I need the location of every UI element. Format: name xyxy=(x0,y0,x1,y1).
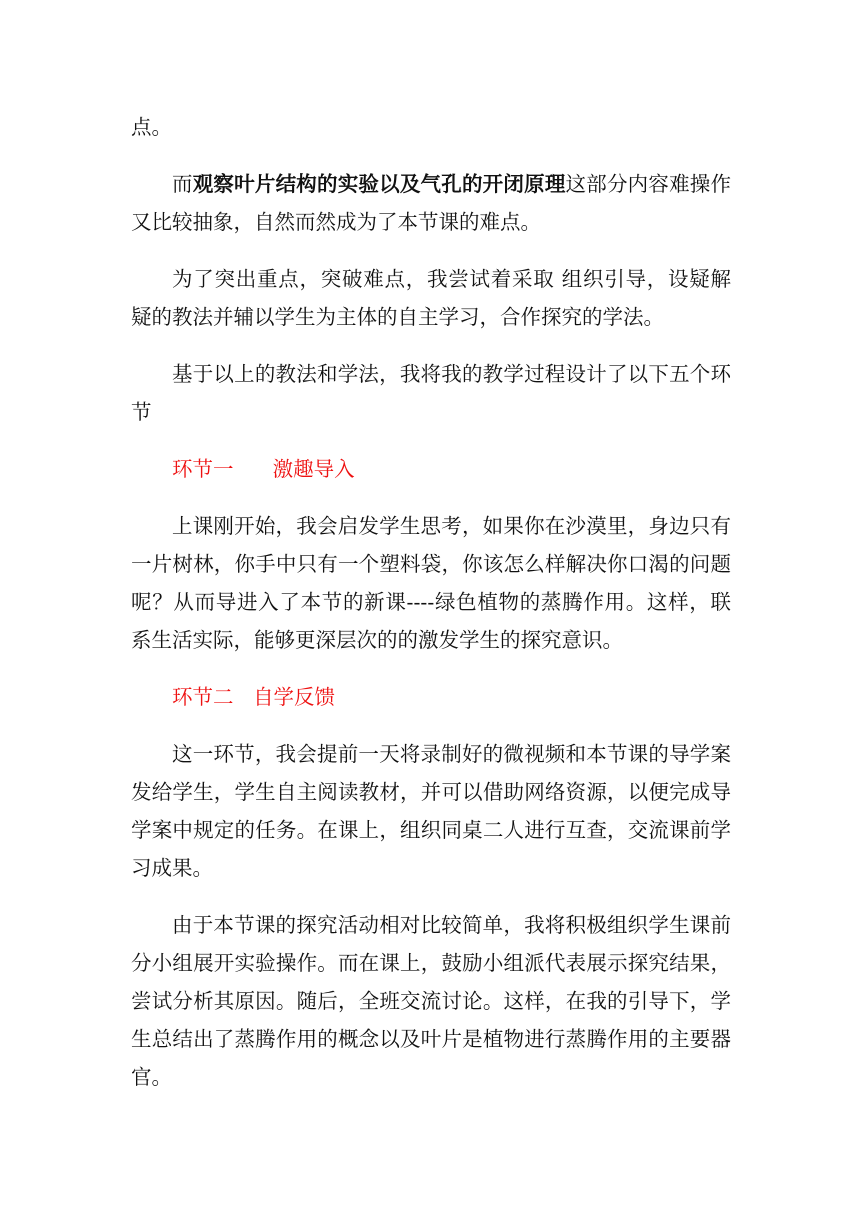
section-heading-2-title: 自学反馈 xyxy=(253,685,336,709)
section-heading-2-label: 环节二 xyxy=(172,685,234,709)
paragraph-difficulty-bold: 观察叶片结构的实验以及气孔的开闭原理 xyxy=(192,172,566,196)
paragraph-continuation: 点。 xyxy=(131,115,172,139)
section-heading-1-label: 环节一 xyxy=(172,457,234,481)
paragraph-teaching-method: 为了突出重点，突破难点，我尝试着采取 组织引导，设疑解疑的教法并辅以学生为主体的自主学习，合作探究的学法。 xyxy=(131,267,731,329)
section-heading-1-title: 激趣导入 xyxy=(272,457,355,481)
section-heading-1 xyxy=(131,450,731,488)
paragraph-process-intro: 基于以上的教法和学法，我将我的教学过程设计了以下五个环节 xyxy=(131,362,731,424)
paragraph-difficulty xyxy=(131,165,731,241)
document-body xyxy=(131,108,731,1115)
paragraph-section-2a: 这一环节，我会提前一天将录制好的微视频和本节课的导学案发给学生，学生自主阅读教材，并可以借助网络资源，以便完成导学案中规定的任务。在课上，组织同桌二人进行互查，交流课前学习成果。 xyxy=(131,742,731,880)
paragraph-section-1: 上课刚开始，我会启发学生思考，如果你在沙漠里，身边只有一片树林，你手中只有一个塑料袋，你该怎么样解决你口渴的问题呢？从而导进入了本节的新课----绿色植物的蒸腾作用。这样，联系生活实际，能够更深层次的的激发学生的探究意识。 xyxy=(131,514,731,652)
paragraph-section-2b: 由于本节课的探究活动相对比较简单，我将积极组织学生课前分小组展开实验操作。而在课上，鼓励小组派代表展示探究结果，尝试分析其原因。随后，全班交流讨论。这样，在我的引导下，学生总结出了蒸腾作用的概念以及叶片是植物进行蒸腾作用的主要器官。 xyxy=(131,913,731,1089)
paragraph-difficulty-post: 这部分内容难操作又比较抽象，自然而然成为了本节课的难点。 xyxy=(131,172,732,234)
section-heading-2 xyxy=(131,678,731,716)
paragraph-difficulty-pre: 而 xyxy=(172,172,193,196)
